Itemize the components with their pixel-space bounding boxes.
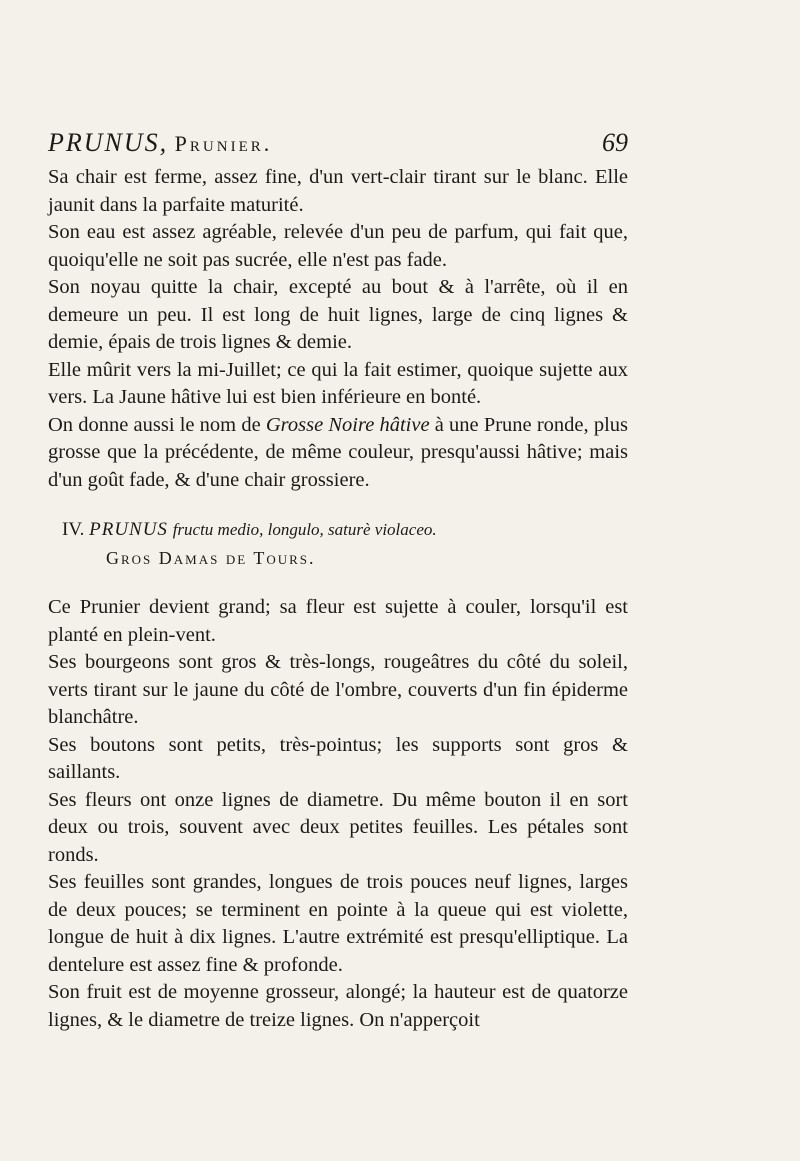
entry-french-name: Gros Damas de Tours. (106, 548, 316, 568)
entry-number: IV. (62, 519, 85, 540)
noire-text-italic: Grosse Noire hâtive (265, 413, 430, 436)
paragraph-eau: Son eau est assez agréable, relevée d'un peu de parfum, qui fait que, quoiqu'elle ne soit pas sucrée, elle n'est pas fade. (48, 221, 628, 271)
paragraph-maturite: Elle mûrit vers la mi-Juillet; ce qui la fait estimer, quoique sujette aux vers. La Jaune hâtive lui est bien inférieure en bonté. (48, 358, 628, 408)
section-previous-variety (48, 164, 628, 494)
paragraph-noyau: Son noyau quitte la chair, excepté au bout & à l'arrête, où il en demeure un peu. Il est long de huit lignes, large de cinq lignes & demie, épais de trois lignes & demie. (48, 276, 628, 353)
paragraph-bourgeons: Ses bourgeons sont gros & très-longs, rougeâtres du côté du soleil, verts tirant sur le jaune du côté de l'ombre, couverts d'un fin épiderme blanchâtre. (48, 651, 628, 728)
paragraph-fleurs: Ses fleurs ont onze lignes de diametre. Du même bouton il en sort deux ou trois, souvent avec deux petites feuilles. Les pétales sont ronds. (48, 788, 628, 866)
paragraph-feuilles: Ses feuilles sont grandes, longues de trois pouces neuf lignes, larges de deux pouces; se terminent en pointe à la queue qui est violette, longue de huit à dix lignes. L'autre extrémité est presqu'elliptique. La dentelure est assez fine & profonde. (48, 871, 628, 976)
paragraph-boutons: Ses boutons sont petits, très-pointus; les supports sont gros & saillants. (48, 733, 628, 783)
noire-text-after: à une Prune ronde, plus grosse que la précédente, de même couleur, presqu'aussi hâtive; mais d'un goût fade, & d'une chair grossiere. (48, 413, 628, 491)
species-entry-heading (48, 516, 628, 572)
paragraph-fruit: Son fruit est de moyenne grosseur, alongé; la hauteur est de quatorze lignes, & le diametre de treize lignes. On n'apperçoit (48, 981, 628, 1031)
running-head (48, 128, 628, 158)
running-title (48, 128, 272, 158)
noire-text-before: On donne aussi le nom de (48, 413, 266, 436)
page-number: 69 (602, 128, 628, 157)
paragraph-prunier: Ce Prunier devient grand; sa fleur est sujette à couler, lorsqu'il est planté en plein-vent. (48, 596, 628, 646)
running-title-latin: PRUNUS, (48, 128, 169, 157)
entry-latin-description: fructu medio, longulo, saturè violaceo. (172, 520, 437, 539)
book-page (48, 128, 628, 1034)
section-gros-damas (48, 594, 628, 1034)
entry-genus: PRUNUS (89, 519, 168, 540)
paragraph-grosse-noire (48, 412, 628, 495)
running-title-french: Prunier. (174, 131, 273, 156)
paragraph-chair: Sa chair est ferme, assez fine, d'un vert-clair tirant sur le blanc. Elle jaunit dans la parfaite maturité. (48, 166, 628, 216)
